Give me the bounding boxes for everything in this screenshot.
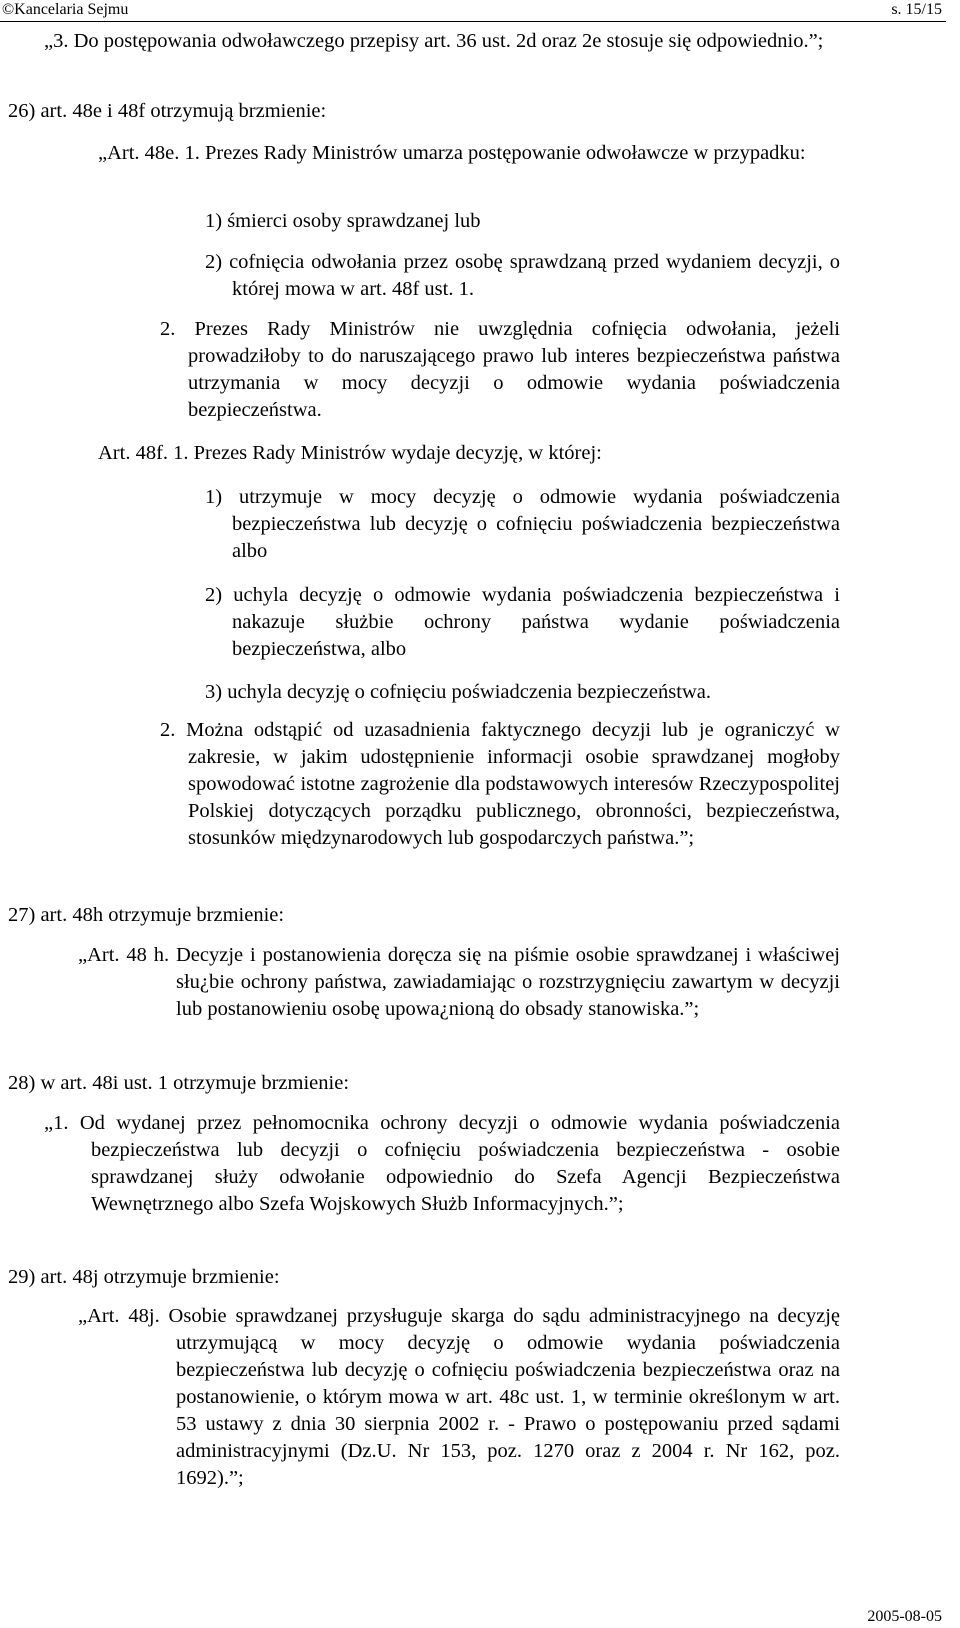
art48h-text: „Art. 48 h. Decyzje i postanowienia doręcza się na piśmie osobie sprawdzanej i właściwej słu¿bie ochrony państwa, zawiadamiając o rozstrzygnięciu zawartym w decyzji lub postanowieniu osobę upowa¿nioną do obsady stanowiska.”; xyxy=(78,944,840,1020)
art48e-item1: 1) śmierci osoby sprawdzanej lub xyxy=(205,210,481,232)
art48e-item2: 2) cofnięcia odwołania przez osobę sprawdzaną przed wydaniem decyzji, o której mowa w art. 48f ust. 1. xyxy=(205,251,840,300)
art48f-item2: 2) uchyla decyzję o odmowie wydania poświadczenia bezpieczeństwa i nakazuje służbie ochrony państwa wydanie poświadczenia bezpieczeństwa, albo xyxy=(205,584,840,660)
art48f-item3: 3) uchyla decyzję o cofnięciu poświadczenia bezpieczeństwa. xyxy=(205,681,711,703)
amendment-28-heading: 28) w art. 48i ust. 1 otrzymuje brzmienie: xyxy=(8,1072,350,1094)
art48f-para1: Art. 48f. 1. Prezes Rady Ministrów wydaje decyzję, w której: xyxy=(98,442,602,464)
header-rule xyxy=(0,21,946,22)
header-copyright: ©Kancelaria Sejmu xyxy=(2,1,129,18)
art48e-para1: „Art. 48e. 1. Prezes Rady Ministrów umarza postępowanie odwoławcze w przypadku: xyxy=(98,142,806,164)
art48i-para1: „1. Od wydanej przez pełnomocnika ochrony decyzji o odmowie wydania poświadczenia bezpieczeństwa lub decyzji o cofnięciu poświadczenia bezpieczeństwa - osobie sprawdzanej służy odwołanie odpowiednio do Szefa Agencji Bezpieczeństwa Wewnętrznego albo Szefa Wojskowych Służb Informacyjnych.”; xyxy=(44,1112,840,1215)
art48j-text: „Art. 48j. Osobie sprawdzanej przysługuje skarga do sądu administracyjnego na decyzję utrzymującą w mocy decyzję o odmowie wydania poświadczenia bezpieczeństwa lub decyzję o cofnięciu poświadczenia bezpieczeństwa oraz na postanowienie, o którym mowa w art. 48c ust. 1, w terminie określonym w art. 53 ustawy z dnia 30 sierpnia 2002 r. - Prawo o postępowaniu przed sądami administracyjnymi (Dz.U. Nr 153, poz. 1270 oraz z 2004 r. Nr 162, poz. 1692).”; xyxy=(78,1305,840,1489)
document-date: 2005-08-05 xyxy=(867,1608,942,1625)
amendment-29-heading: 29) art. 48j otrzymuje brzmienie: xyxy=(8,1266,280,1288)
page-number: s. 15/15 xyxy=(891,1,942,18)
art48f-item1: 1) utrzymuje w mocy decyzję o odmowie wydania poświadczenia bezpieczeństwa lub decyzję o cofnięciu poświadczenia bezpieczeństwa albo xyxy=(205,486,840,562)
art48e-para2: 2. Prezes Rady Ministrów nie uwzględnia cofnięcia odwołania, jeżeli prowadziłoby to do naruszającego prawo lub interes bezpieczeństwa państwa utrzymania w mocy decyzji o odmowie wydania poświadczenia bezpieczeństwa. xyxy=(160,318,840,421)
art48f-para2: 2. Można odstąpić od uzasadnienia faktycznego decyzji lub je ograniczyć w zakresie, w jakim udostępnienie informacji osobie sprawdzanej mogłoby spowodować istotne zagrożenie dla podstawowych interesów Rzeczypospolitej Polskiej dotyczących porządku publicznego, obronności, bezpieczeństwa, stosunków międzynarodowych lub gospodarczych państwa.”; xyxy=(160,719,840,849)
paragraph-3-appeal: „3. Do postępowania odwoławczego przepisy art. 36 ust. 2d oraz 2e stosuje się odpowiednio.”; xyxy=(44,30,824,52)
amendment-27-heading: 27) art. 48h otrzymuje brzmienie: xyxy=(8,904,285,926)
amendment-26-heading: 26) art. 48e i 48f otrzymują brzmienie: xyxy=(8,100,327,122)
